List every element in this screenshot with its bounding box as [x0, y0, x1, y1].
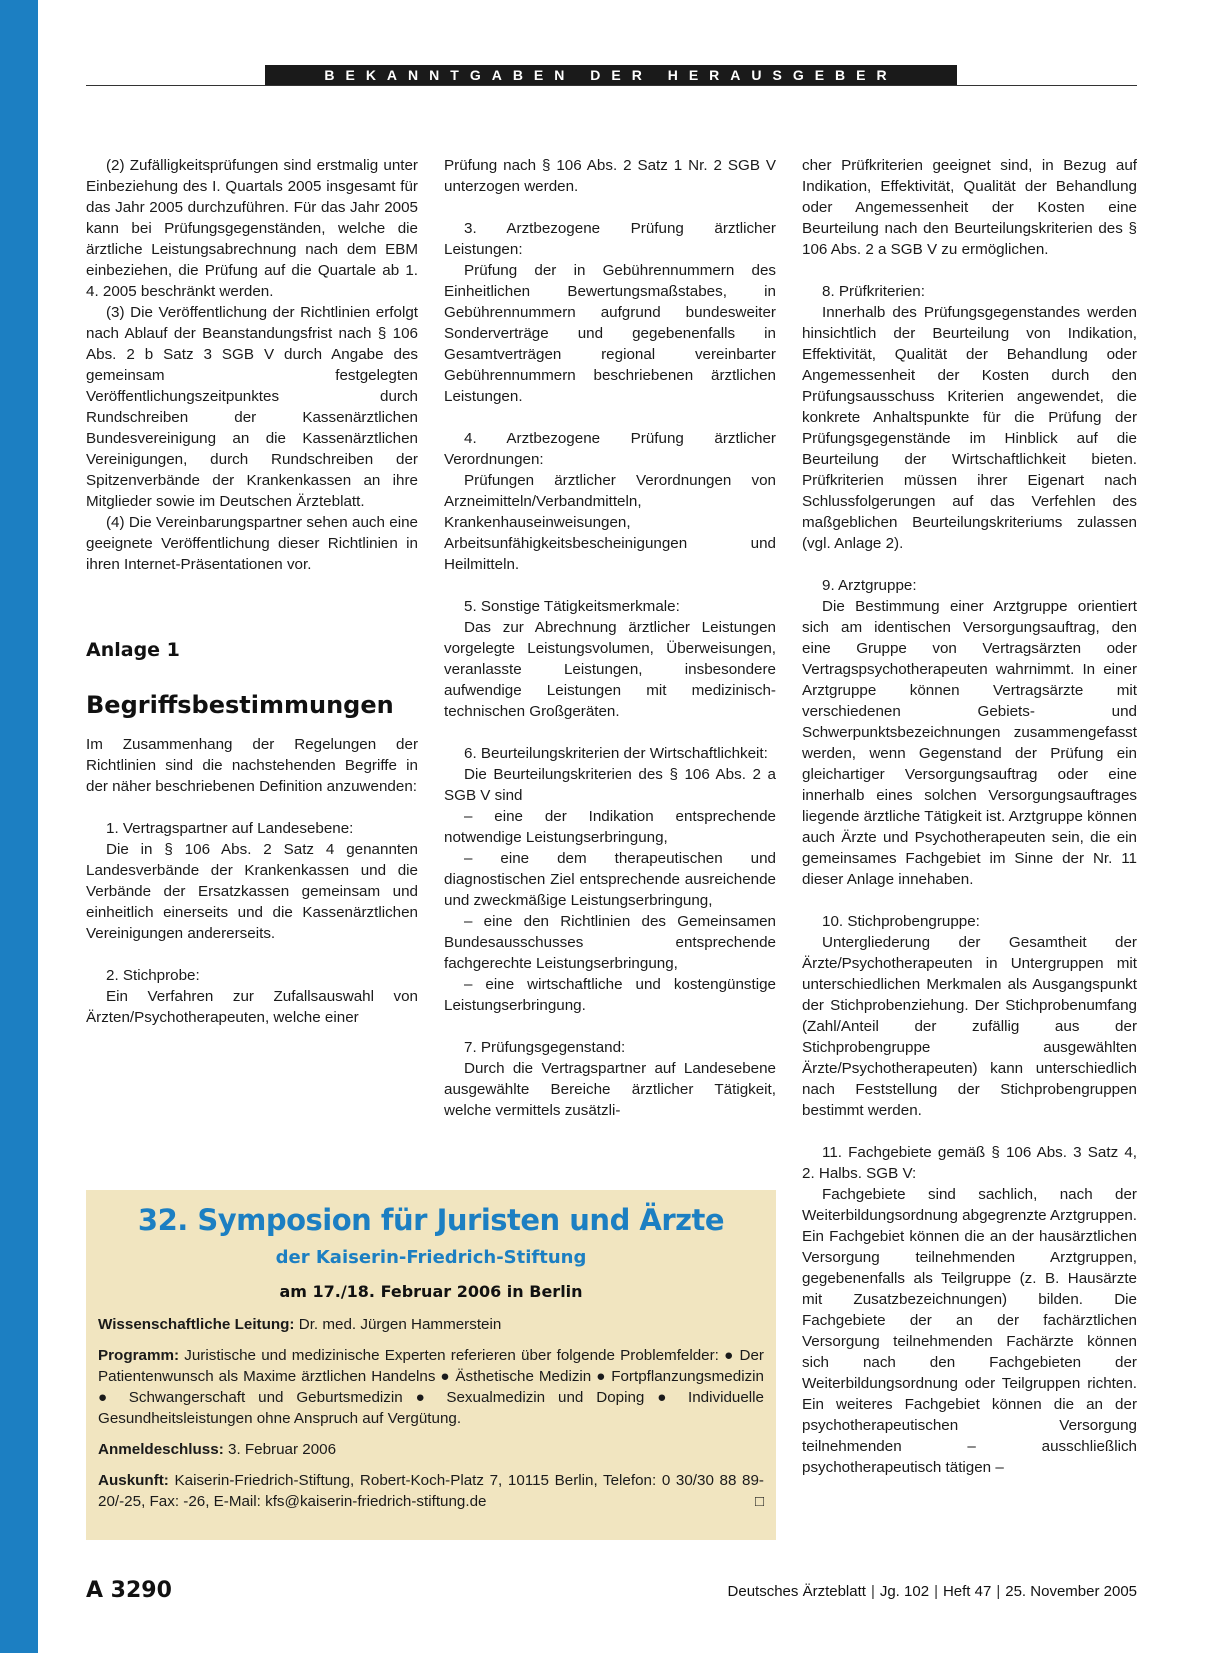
item-2-continued: Prüfung nach § 106 Abs. 2 Satz 1 Nr. 2 SGB V unterzogen werden.	[444, 157, 776, 195]
event-info-value: Kaiserin-Friedrich-Stiftung, Robert-Koch-Platz 7, 10115 Berlin, Telefon: 0 30/30 88 89-20/-25, Fax: -26, E-Mail: kfs@kaiserin-friedrich-stiftung.de	[98, 1472, 764, 1510]
item-9-title: 9. Arztgruppe:	[822, 577, 917, 594]
header-rule	[86, 85, 1137, 86]
event-program-value: Juristische und medizinische Experten referieren über folgende Problemfelder: ● Der Patientenwunsch als Maxime ärztlichen Handelns ● Ästhetische Medizin ● Fortpflanzungsmedizin ● Schwangerschaft und Geburtsmedizin ● Sexualmedizin und Doping ● Individuelle Gesundheitsleistungen ohne Anspruch auf Vergütung.	[98, 1347, 764, 1427]
item-8-text: Innerhalb des Prüfungsgegenstandes werden hinsichtlich der Beurteilung von Indikation, Effektivität, Qualität der Behandlung oder Angemessenheit der Kosten durch den Prüfungsausschuss Kriterien angewendet, die konkrete Anhaltspunkte für die Prüfung der Prüfungsgegenstände im Hinblick auf die Beurteilung der Wirtschaftlichkeit bieten. Prüfkriterien müssen ihrer Eigenart nach Schlussfolgerungen auf das Verfehlen des maßgeblichen Beurteilungskriteriums zulassen (vgl. Anlage 2).	[802, 304, 1137, 552]
item-4-text: Prüfungen ärztlicher Verordnungen von Arzneimitteln/Verbandmitteln, Krankenhauseinweisungen, Arbeitsunfähigkeitsbescheinigungen und Heilmitteln.	[444, 472, 776, 573]
item-8-title: 8. Prüfkriterien:	[822, 283, 925, 300]
item-1-title: 1. Vertragspartner auf Landesebene:	[106, 820, 354, 837]
item-7-continued: cher Prüfkriterien geeignet sind, in Bezug auf Indikation, Effektivität, Qualität der Behandlung oder Angemessenheit der Kosten eine Beurteilung nach den Beurteilungskriterien des § 106 Abs. 2 a SGB V zu ermöglichen.	[802, 157, 1137, 258]
item-2-title: 2. Stichprobe:	[106, 967, 200, 984]
journal-volume: Jg. 102	[879, 1583, 930, 1600]
item-4-title: 4. Arztbezogene Prüfung ärztlicher Verordnungen:	[444, 430, 776, 468]
item-2-text: Ein Verfahren zur Zufallsauswahl von Ärzten/Psychotherapeuten, welche einer	[86, 988, 418, 1026]
event-lead	[98, 1314, 764, 1335]
event-deadline	[98, 1439, 764, 1460]
journal-name: Deutsches Ärzteblatt	[727, 1583, 866, 1600]
appendix-label: Anlage 1	[86, 639, 180, 661]
item-10-text: Untergliederung der Gesamtheit der Ärzte/Psychotherapeuten in Untergruppen mit unterschiedlichen Merkmalen als Ausgangspunkt der Stichprobenziehung. Der Stichprobenumfang (Zahl/Anteil der zufällig aus der Stichprobengruppe ausgewählten Ärzte/Psychotherapeuten) kann unterschiedlich nach Feststellung der Stichprobengruppen bestimmt werden.	[802, 934, 1137, 1119]
paragraph-2: (2) Zufälligkeitsprüfungen sind erstmalig unter Einbeziehung des I. Quartals 2005 insgesamt für das Jahr 2005 durchzuführen. Für das Jahr 2005 kann bei Prüfungsgegenständen, welche die ärztliche Leistungsabrechnung nach dem EBM einbeziehen, die Prüfung auf die Quartale ab 1. 4. 2005 beschränkt werden.	[86, 157, 418, 300]
side-color-bar	[0, 0, 38, 1653]
item-11-title: 11. Fachgebiete gemäß § 106 Abs. 3 Satz 4, 2. Halbs. SGB V:	[802, 1144, 1137, 1182]
event-info	[98, 1470, 764, 1512]
page-number: A 3290	[86, 1578, 172, 1603]
item-6-dash-4: – eine wirtschaftliche und kostengünstige Leistungserbringung.	[444, 976, 776, 1014]
event-subtitle: der Kaiserin-Friedrich-Stiftung	[275, 1247, 587, 1268]
item-7-text: Durch die Vertragspartner auf Landesebene ausgewählte Bereiche ärztlicher Tätigkeit, welche vermittels zusätzli-	[444, 1060, 776, 1119]
event-date: am 17./18. Februar 2006 in Berlin	[279, 1282, 583, 1301]
section-header: BEKANNTGABEN DER HERAUSGEBER	[265, 65, 957, 85]
paragraph-4: (4) Die Vereinbarungspartner sehen auch eine geeignete Veröffentlichung dieser Richtlinien in ihren Internet-Präsentationen vor.	[86, 514, 418, 573]
item-5-text: Das zur Abrechnung ärztlicher Leistungen vorgelegte Leistungsvolumen, Überweisungen, veranlasste Leistungen, insbesondere aufwendige Leistungen mit medizinisch-technischen Großgeräten.	[444, 619, 776, 720]
item-6-dash-3: – eine den Richtlinien des Gemeinsamen Bundesausschusses entsprechende fachgerechte Leistungserbringung,	[444, 913, 776, 972]
event-program	[98, 1345, 764, 1429]
section-title: Begriffsbestimmungen	[86, 691, 394, 719]
event-announcement-box	[86, 1190, 776, 1540]
end-square-icon: □	[754, 1493, 764, 1510]
item-6-dash-1: – eine der Indikation entsprechende notwendige Leistungserbringung,	[444, 808, 776, 846]
item-5-title: 5. Sonstige Tätigkeitsmerkmale:	[464, 598, 680, 615]
item-6-dash-2: – eine dem therapeutischen und diagnostischen Ziel entsprechende ausreichende und zweckmäßige Leistungserbringung,	[444, 850, 776, 909]
item-3-text: Prüfung der in Gebührennummern des Einheitlichen Bewertungsmaßstabes, in Gebührennummern aufgrund bundesweiter Sonderverträge und gegebenenfalls in Gesamtverträgen regional vereinbarter Gebührennummern beschriebenen ärztlichen Leistungen.	[444, 262, 776, 405]
intro-paragraph: Im Zusammenhang der Regelungen der Richtlinien sind die nachstehenden Begriffe in der näher beschriebenen Definition anzuwenden:	[86, 736, 418, 795]
item-3-title: 3. Arztbezogene Prüfung ärztlicher Leistungen:	[444, 220, 776, 258]
journal-date: 25. November 2005	[1005, 1583, 1137, 1600]
column-3	[802, 155, 1137, 1478]
item-7-title: 7. Prüfungsgegenstand:	[464, 1039, 626, 1056]
paragraph-3: (3) Die Veröffentlichung der Richtlinien erfolgt nach Ablauf der Beanstandungsfrist nach § 106 Abs. 2 b Satz 3 SGB V durch Angabe des gemeinsam festgelegten Veröffentlichungszeitpunktes durch Rundschreiben der Kassenärztlichen Bundesvereinigung an die Kassenärztlichen Vereinigungen, durch Rundschreiben der Spitzenverbände der Krankenkassen an ihre Mitglieder sowie im Deutschen Ärzteblatt.	[86, 304, 418, 510]
journal-issue: Heft 47	[942, 1583, 992, 1600]
item-10-title: 10. Stichprobengruppe:	[822, 913, 980, 930]
item-6-text: Die Beurteilungskriterien des § 106 Abs. 2 a SGB V sind	[444, 766, 776, 804]
event-lead-value: Dr. med. Jürgen Hammerstein	[298, 1316, 502, 1333]
event-deadline-label: Anmeldeschluss:	[98, 1441, 224, 1458]
event-title: 32. Symposion für Juristen und Ärzte	[137, 1203, 725, 1237]
event-deadline-value: 3. Februar 2006	[228, 1441, 337, 1458]
item-1-text: Die in § 106 Abs. 2 Satz 4 genannten Landesverbände der Krankenkassen und die Verbände der Ersatzkassen gemeinsam und einheitlich einerseits und die Kassenärztlichen Vereinigungen andererseits.	[86, 841, 418, 942]
column-2	[444, 155, 776, 1121]
event-program-label: Programm:	[98, 1347, 180, 1364]
column-1	[86, 155, 418, 1028]
event-info-label: Auskunft:	[98, 1472, 169, 1489]
item-11-text: Fachgebiete sind sachlich, nach der Weiterbildungsordnung abgegrenzte Arztgruppen. Ein Fachgebiet können die an der hausärztlichen Versorgung teilnehmenden Arztgruppen, gegebenenfalls als Teilgruppe (z. B. Hausärzte mit Zusatzbezeichnungen) bilden. Die Fachgebiete der an der fachärztlichen Versorgung teilnehmenden Fachärzte können sich nach den Fachgebieten der Weiterbildungsordnung oder Teilgruppen richten. Ein weiteres Fachgebiet können die an der psychotherapeutischen Versorgung teilnehmenden – ausschließlich psychotherapeutisch tätigen –	[802, 1186, 1137, 1476]
event-lead-label: Wissenschaftliche Leitung:	[98, 1316, 295, 1333]
item-6-title: 6. Beurteilungskriterien der Wirtschaftlichkeit:	[464, 745, 768, 762]
footer-citation: Deutsches Ärzteblatt | Jg. 102 | Heft 47 | 25. November 2005	[727, 1583, 1137, 1600]
item-9-text: Die Bestimmung einer Arztgruppe orientiert sich am identischen Versorgungsauftrag, den eine Gruppe von Vertragsärzten oder Vertragspsychotherapeuten wahrnimmt. In einer Arztgruppe können Vertragsärzte mit verschiedenen Gebiets- und Schwerpunktsbezeichnungen zusammengefasst werden, wenn Gegenstand der Prüfung ein gleichartiger Versorgungsauftrag oder eine innerhalb eines solchen Versorgungsauftrages liegende ärztliche Tätigkeit ist. Arztgruppe können auch Ärzte und Psychotherapeuten sein, die ein gemeinsames Fachgebiet im Sinne der Nr. 11 dieser Anlage innehaben.	[802, 598, 1137, 888]
